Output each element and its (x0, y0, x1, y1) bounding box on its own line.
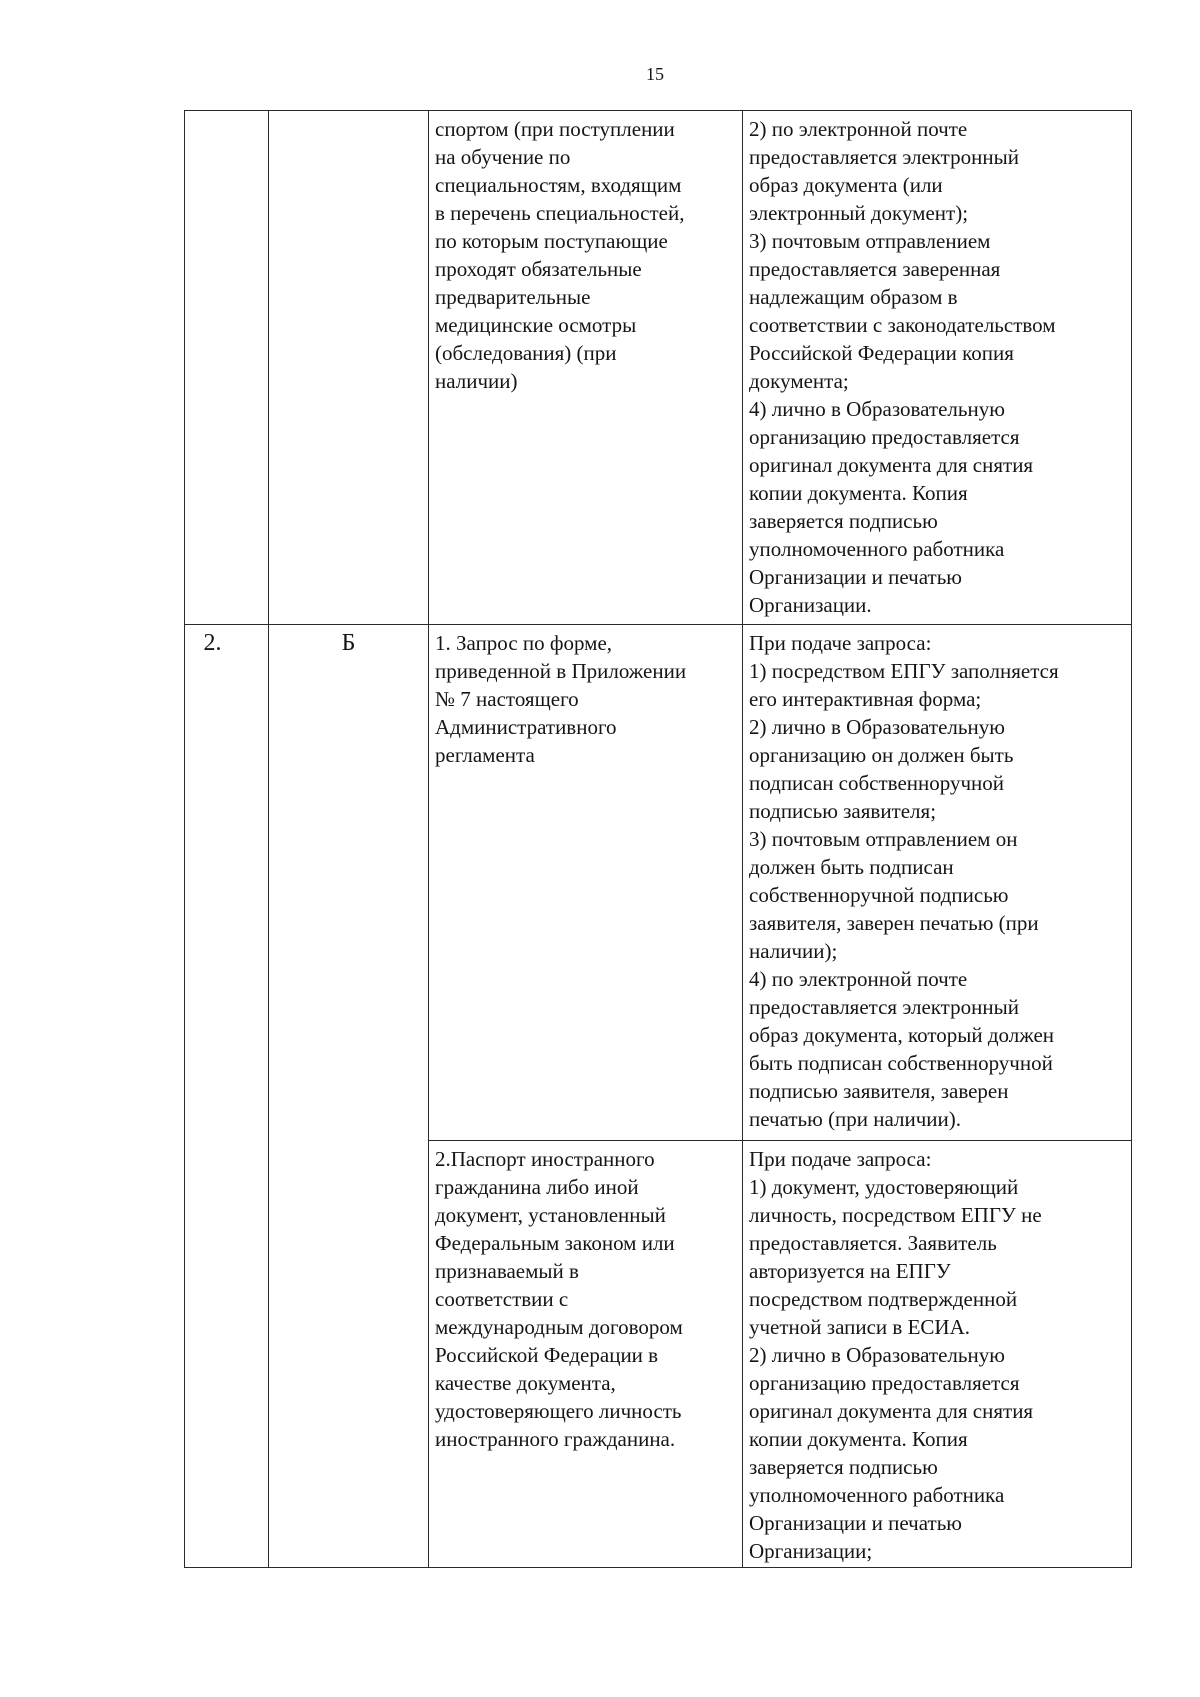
document-table (184, 110, 1132, 1568)
row-number-cell (185, 111, 269, 625)
table-row (185, 111, 1132, 625)
document-cell: спортом (при поступлении на обучение по специальностям, входящим в перечень специальностей, по которым поступающие проходят обязательные предварительные медицинские осмотры (обследования) (при наличии) (429, 111, 743, 625)
submission-method-cell: При подаче запроса: 1) посредством ЕПГУ заполняется его интерактивная форма; 2) лично в Образовательную организацию он должен быть подписан собственноручной подписью заявителя; 3) почтовым отправлением он должен быть подписан собственноручной подписью заявителя, заверен печатью (при наличии); 4) по электронной почте предоставляется электронный образ документа, который должен быть подписан собственноручной подписью заявителя, заверен печатью (при наличии). (743, 625, 1132, 1141)
page-number: 15 (646, 64, 664, 84)
document-cell: 2.Паспорт иностранного гражданина либо иной документ, установленный Федеральным законом или признаваемый в соответствии с международным договором Российской Федерации в качестве документа, удостоверяющего личность иностранного гражданина. (429, 1141, 743, 1568)
submission-method-cell: 2) по электронной почте предоставляется электронный образ документа (или электронный документ); 3) почтовым отправлением предоставляется заверенная надлежащим образом в соответствии с законодательством Российской Федерации копия документа; 4) лично в Образовательную организацию предоставляется оригинал документа для снятия копии документа. Копия заверяется подписью уполномоченного работника Организации и печатью Организации. (743, 111, 1132, 625)
table-row (185, 625, 1132, 1141)
category-cell (269, 111, 429, 625)
row-number-cell: 2. (185, 625, 269, 1568)
submission-method-cell: При подаче запроса: 1) документ, удостоверяющий личность, посредством ЕПГУ не предоставляется. Заявитель авторизуется на ЕПГУ посредством подтвержденной учетной записи в ЕСИА. 2) лично в Образовательную организацию предоставляется оригинал документа для снятия копии документа. Копия заверяется подписью уполномоченного работника Организации и печатью Организации; (743, 1141, 1132, 1568)
document-cell: 1. Запрос по форме, приведенной в Приложении № 7 настоящего Административного регламента (429, 625, 743, 1141)
category-cell: Б (269, 625, 429, 1568)
